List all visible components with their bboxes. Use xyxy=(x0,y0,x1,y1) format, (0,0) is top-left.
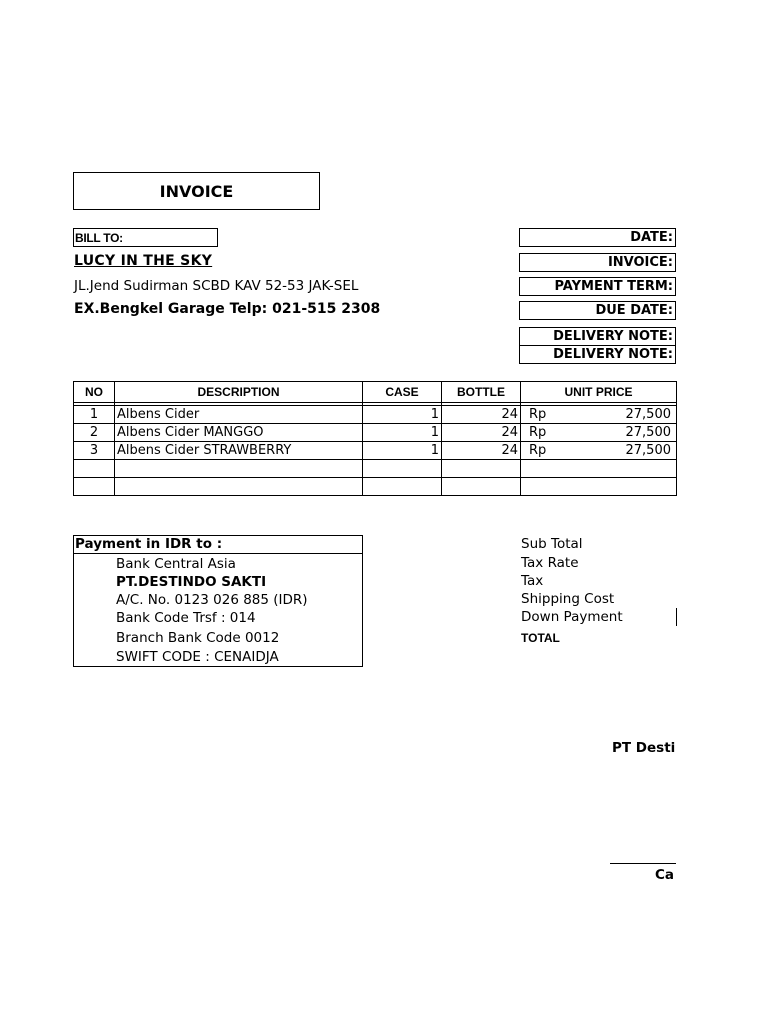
row-bottle: 24 xyxy=(442,442,521,460)
payment-account-name: PT.DESTINDO SAKTI xyxy=(116,574,267,590)
customer-name: LUCY IN THE SKY xyxy=(74,253,213,269)
row-currency: Rp xyxy=(529,443,547,458)
payment-branch-code: Branch Bank Code 0012 xyxy=(116,630,280,646)
header-description: DESCRIPTION xyxy=(115,382,363,403)
payment-swift-code: SWIFT CODE : CENAIDJA xyxy=(116,649,279,665)
invoice-title: INVOICE xyxy=(73,172,320,210)
summary-tax-rate: Tax Rate xyxy=(521,555,579,571)
table-row xyxy=(74,406,677,424)
row-case: 1 xyxy=(363,424,442,442)
row-no: 2 xyxy=(74,424,115,442)
date-label: DATE: xyxy=(519,228,676,247)
row-case: 1 xyxy=(363,406,442,424)
payment-header: Payment in IDR to : xyxy=(74,536,362,554)
row-price: 27,500 xyxy=(625,407,671,422)
row-price: 27,500 xyxy=(625,443,671,458)
summary-total: TOTAL xyxy=(521,631,560,645)
row-no: 3 xyxy=(74,442,115,460)
items-table xyxy=(73,381,677,496)
summary-tax: Tax xyxy=(521,573,544,589)
row-price: 27,500 xyxy=(625,425,671,440)
payment-bank: Bank Central Asia xyxy=(116,556,236,572)
row-bottle: 24 xyxy=(442,406,521,424)
payment-term-label: PAYMENT TERM: xyxy=(519,277,676,296)
summary-sub-total: Sub Total xyxy=(521,536,583,552)
delivery-note-label-2: DELIVERY NOTE: xyxy=(519,345,676,364)
row-description: Albens Cider xyxy=(115,406,363,424)
row-case: 1 xyxy=(363,442,442,460)
down-payment-divider xyxy=(676,608,677,626)
signature-name: Ca xyxy=(655,867,675,883)
row-no: 1 xyxy=(74,406,115,424)
header-unit-price: UNIT PRICE xyxy=(521,382,677,403)
signature-company: PT Desti xyxy=(612,740,676,756)
row-unit-price xyxy=(521,442,677,460)
table-row-empty xyxy=(74,460,677,478)
table-row xyxy=(74,442,677,460)
payment-bank-code: Bank Code Trsf : 014 xyxy=(116,610,256,626)
header-no: NO xyxy=(74,382,115,403)
payment-account-number: A/C. No. 0123 026 885 (IDR) xyxy=(116,592,308,608)
customer-contact: EX.Bengkel Garage Telp: 021-515 2308 xyxy=(74,301,381,317)
header-case: CASE xyxy=(363,382,442,403)
row-unit-price xyxy=(521,406,677,424)
row-currency: Rp xyxy=(529,407,547,422)
table-header-row xyxy=(74,382,677,403)
row-bottle: 24 xyxy=(442,424,521,442)
header-bottle: BOTTLE xyxy=(442,382,521,403)
customer-address: JL.Jend Sudirman SCBD KAV 52-53 JAK-SEL xyxy=(74,278,359,294)
summary-down-payment: Down Payment xyxy=(521,609,623,625)
row-unit-price xyxy=(521,424,677,442)
row-description: Albens Cider MANGGO xyxy=(115,424,363,442)
delivery-note-label-1: DELIVERY NOTE: xyxy=(519,327,676,346)
table-row xyxy=(74,424,677,442)
bill-to-label: BILL TO: xyxy=(73,228,218,247)
invoice-number-label: INVOICE: xyxy=(519,253,676,272)
summary-shipping-cost: Shipping Cost xyxy=(521,591,615,607)
payment-info-box xyxy=(73,535,363,667)
row-currency: Rp xyxy=(529,425,547,440)
due-date-label: DUE DATE: xyxy=(519,301,676,320)
signature-line xyxy=(610,863,676,864)
row-description: Albens Cider STRAWBERRY xyxy=(115,442,363,460)
table-row-empty xyxy=(74,478,677,496)
